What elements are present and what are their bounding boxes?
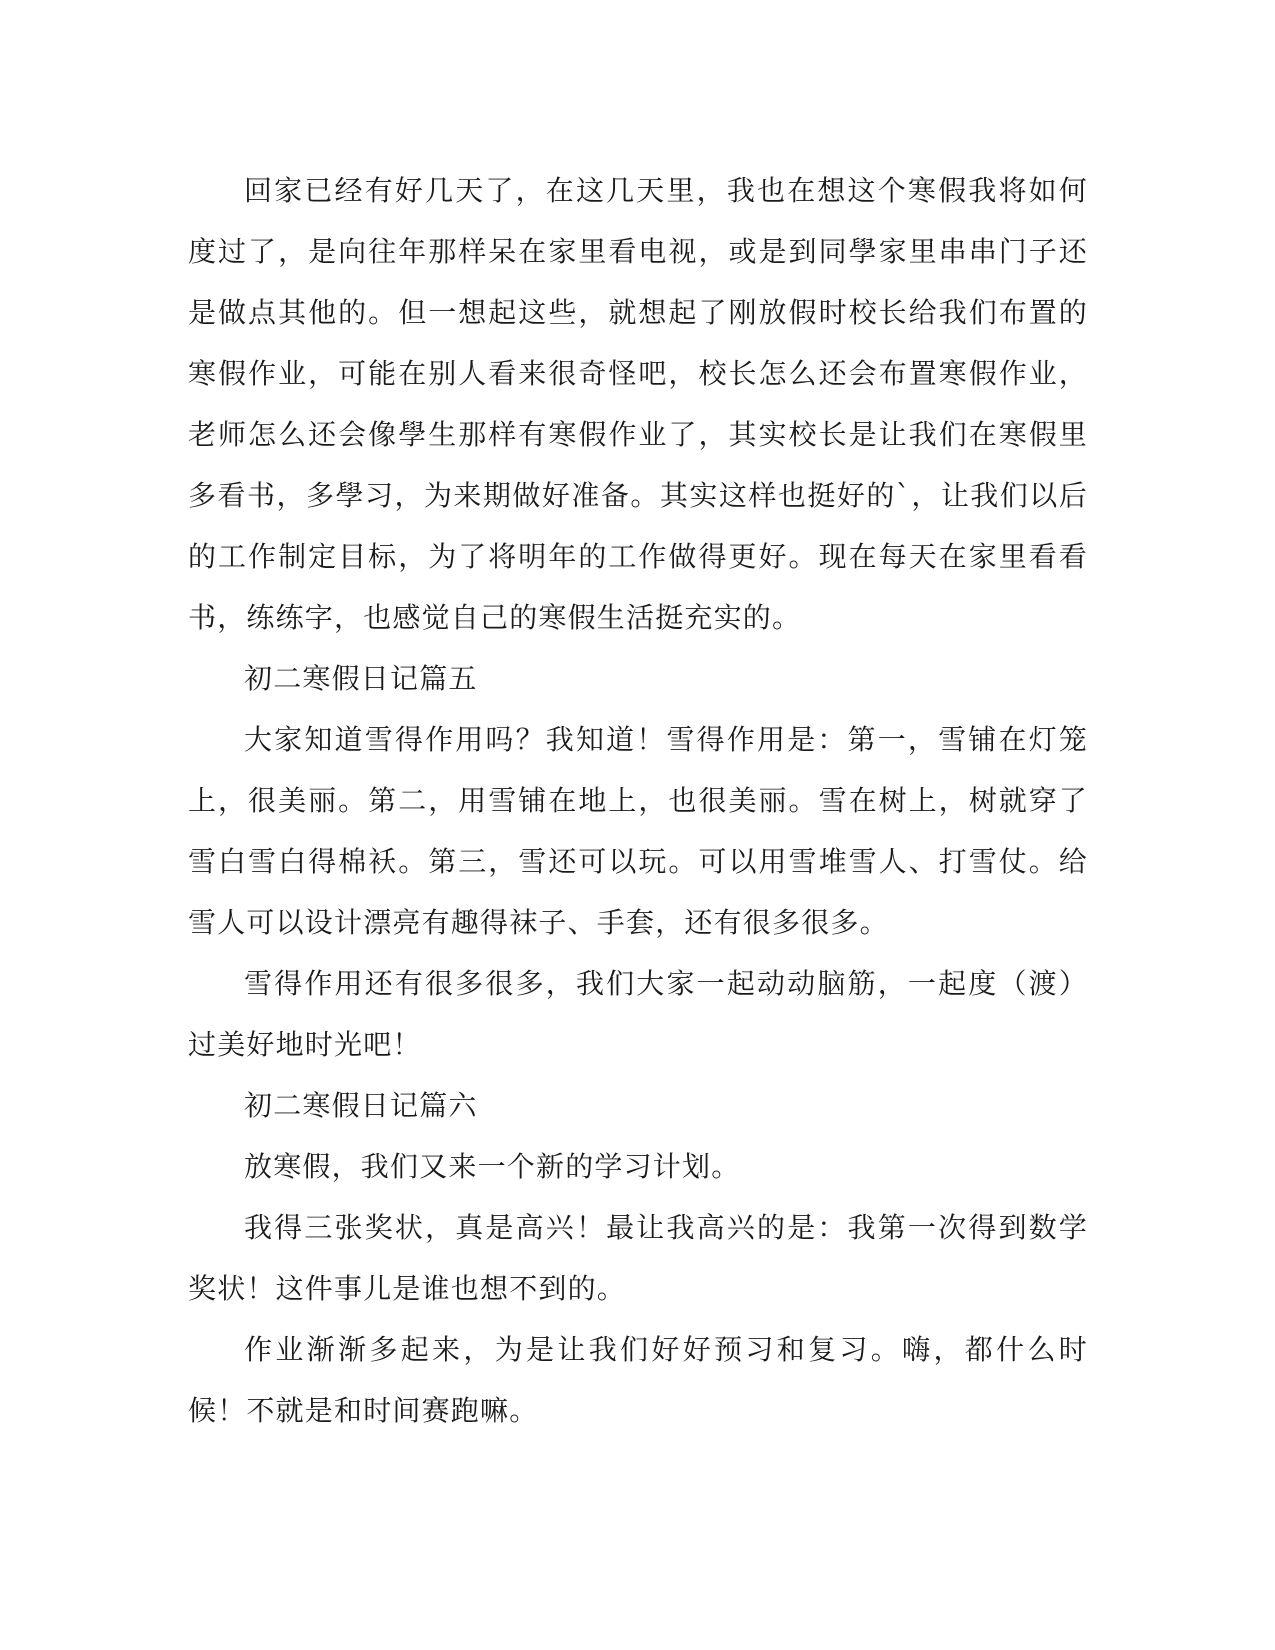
- paragraph-snow-uses: 大家知道雪得作用吗？我知道！雪得作用是：第一，雪铺在灯笼上，很美丽。第二，用雪铺在地上，也很美丽。雪在树上，树就穿了雪白雪白得棉袄。第三，雪还可以玩。可以用雪堆雪人、打雪仗。给雪人可以设计漂亮有趣得袜子、手套，还有很多很多。: [188, 723, 1088, 939]
- heading-part-five: 初二寒假日记篇五: [244, 662, 478, 695]
- paragraph-awards: 我得三张奖状，真是高兴！最让我高兴的是：我第一次得到数学奖状！这件事儿是谁也想不到的。: [188, 1211, 1088, 1305]
- paragraph-intro: 回家已经有好几天了，在这几天里，我也在想这个寒假我将如何度过了，是向往年那样呆在家里看电视，或是到同學家里串串门子还是做点其他的。但一想起这些，就想起了刚放假时校长给我们布置的寒假作业，可能在别人看来很奇怪吧，校长怎么还会布置寒假作业，老师怎么还会像學生那样有寒假作业了，其实校长是让我们在寒假里多看书，多學习，为来期做好准备。其实这样也挺好的`，让我们以后的工作制定目标，为了将明年的工作做得更好。现在每天在家里看看书，练练字，也感觉自己的寒假生活挺充实的。: [188, 174, 1088, 634]
- heading-part-six: 初二寒假日记篇六: [244, 1089, 478, 1122]
- paragraph-snow-more: 雪得作用还有很多很多，我们大家一起动动脑筋，一起度（渡）过美好地时光吧！: [188, 967, 1088, 1061]
- paragraph-homework: 作业渐渐多起来，为是让我们好好预习和复习。嗨，都什么时候！不就是和时间赛跑嘛。: [188, 1333, 1088, 1427]
- paragraph-study-plan: 放寒假，我们又来一个新的学习计划。: [244, 1150, 741, 1183]
- document-body: [188, 160, 1088, 1441]
